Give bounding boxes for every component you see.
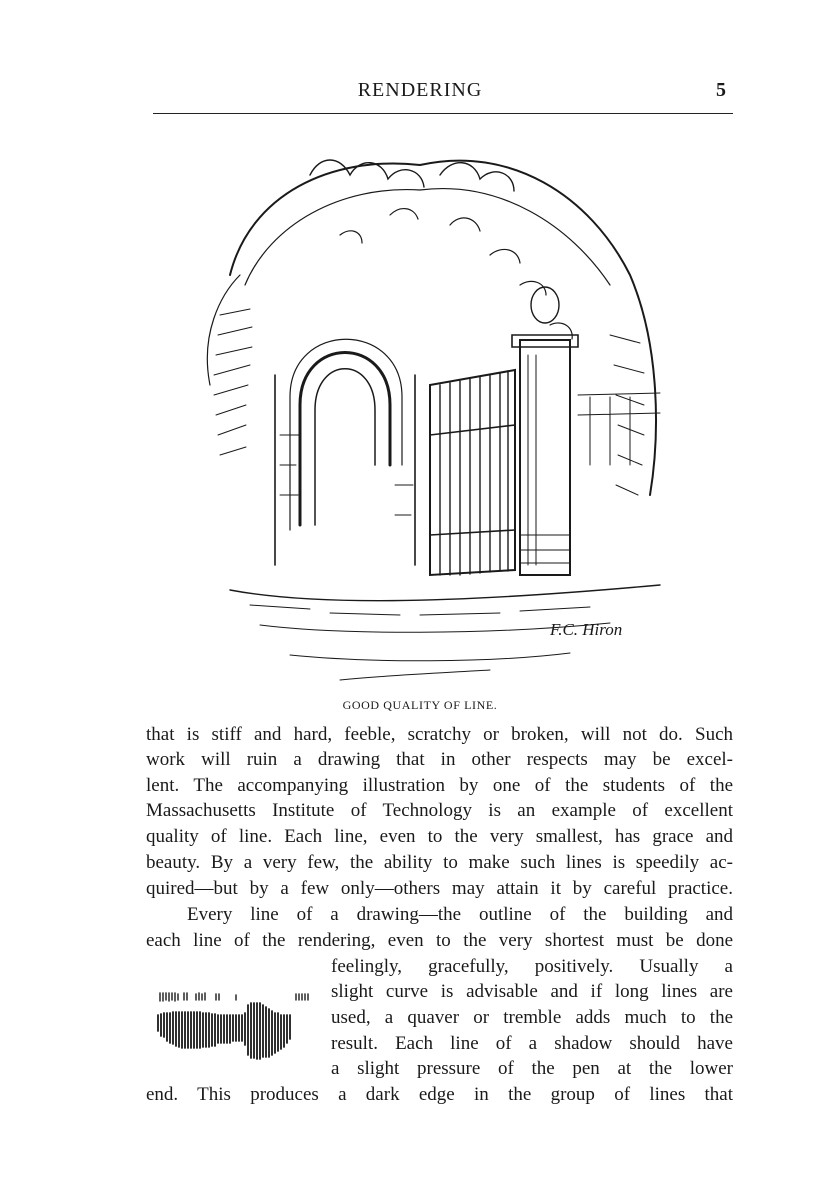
- body-line: lent. The accompanying illustration by one of the students of the: [146, 775, 733, 796]
- body-line: Massachusetts Institute of Technology is an example of excellent: [146, 800, 733, 821]
- body-line: result. Each line of a shadow should have: [331, 1033, 733, 1054]
- body-line: slight curve is advisable and if long lines are: [331, 981, 733, 1002]
- header-rule: [153, 113, 733, 114]
- body-line: used, a quaver or tremble adds much to the: [331, 1007, 733, 1028]
- body-line: work will ruin a drawing that in other respects may be excel-: [146, 749, 733, 770]
- pen-stroke-example-figure: [150, 985, 320, 1065]
- body-line: feelingly, gracefully, positively. Usually a: [331, 956, 733, 977]
- artist-signature: F.C. Hiron: [550, 620, 623, 639]
- body-line: beauty. By a very few, the ability to make such lines is speedily ac-: [146, 852, 733, 873]
- figure-caption: GOOD QUALITY OF LINE.: [342, 698, 498, 712]
- body-line: quired—but by a few only—others may attain it by careful practice.: [146, 878, 733, 899]
- body-line: each line of the rendering, even to the very shortest must be done: [146, 930, 733, 951]
- header-title: RENDERING: [357, 79, 483, 101]
- body-line: Every line of a drawing—the outline of the building and: [187, 904, 733, 925]
- body-line: that is stiff and hard, feeble, scratchy or broken, will not do. Such: [146, 724, 733, 745]
- body-line: quality of line. Each line, even to the very smallest, has grace and: [146, 826, 733, 847]
- gate-illustration: [190, 135, 690, 690]
- body-line: end. This produces a dark edge in the group of lines that: [146, 1084, 733, 1105]
- page-number: 5: [716, 79, 726, 101]
- body-line: a slight pressure of the pen at the lower: [331, 1058, 733, 1079]
